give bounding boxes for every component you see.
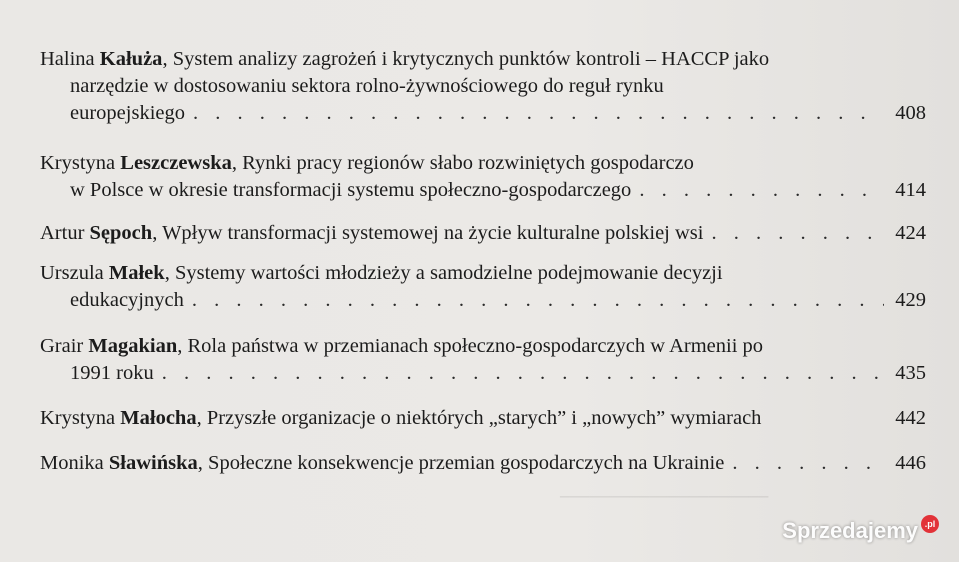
dot-leader bbox=[192, 287, 884, 314]
entry-title: , Przyszłe organizacje o niektórych „starych” i „nowych” wymiarach bbox=[196, 407, 762, 429]
author-first-name: Krystyna bbox=[40, 407, 116, 429]
entry-title: , Rynki pracy regionów słabo rozwiniętych gospodarczo bbox=[231, 152, 694, 174]
toc-entry-line bbox=[40, 220, 926, 247]
toc-entry-line bbox=[40, 150, 926, 177]
toc-entry-line bbox=[40, 450, 926, 477]
toc-entry-line bbox=[40, 177, 926, 204]
entry-title-continued: 1991 roku bbox=[70, 362, 154, 384]
author-surname: Sławińska bbox=[108, 452, 198, 474]
entry-title-continued: w Polsce w okresie transformacji systemu społeczno-gospodarczego bbox=[70, 179, 632, 201]
toc-entry-line bbox=[40, 405, 926, 432]
page-number: 429 bbox=[895, 289, 926, 311]
toc-entry bbox=[40, 150, 926, 204]
toc-entry-line bbox=[40, 260, 926, 287]
page-number: 424 bbox=[895, 222, 926, 244]
entry-title-continued: edukacyjnych bbox=[70, 289, 184, 311]
author-first-name: Artur bbox=[40, 222, 85, 244]
dot-leader bbox=[193, 100, 884, 127]
page-number: 446 bbox=[895, 452, 926, 474]
author-first-name: Krystyna bbox=[40, 152, 116, 174]
author-surname: Magakian bbox=[88, 335, 178, 357]
toc-entry bbox=[40, 46, 926, 127]
author-first-name: Grair bbox=[40, 335, 84, 357]
entry-title-continued: europejskiego bbox=[70, 102, 185, 124]
entry-title: , System analizy zagrożeń i krytycznych punktów kontroli – HACCP jako bbox=[162, 48, 770, 70]
toc-entry-line bbox=[40, 360, 926, 387]
dot-leader bbox=[639, 177, 884, 204]
toc-entry-line bbox=[40, 46, 926, 73]
author-surname: Kałuża bbox=[99, 48, 163, 70]
author-first-name: Halina bbox=[40, 48, 95, 70]
toc-entry-line bbox=[40, 333, 926, 360]
page-number: 435 bbox=[895, 362, 926, 384]
toc-entry bbox=[40, 220, 926, 247]
page-number: 442 bbox=[895, 407, 926, 429]
author-first-name: Monika bbox=[40, 452, 104, 474]
show-through-text: ───────────────────── bbox=[560, 490, 769, 505]
toc-entry bbox=[40, 450, 926, 477]
dot-leader bbox=[711, 220, 884, 247]
author-first-name: Urszula bbox=[40, 262, 104, 284]
watermark-text: Sprzedajemy bbox=[782, 518, 918, 543]
entry-title: , Wpływ transformacji systemowej na życie kulturalne polskiej wsi bbox=[152, 222, 704, 244]
entry-title-continued: narzędzie w dostosowaniu sektora rolno-żywnościowego do reguł rynku bbox=[70, 75, 664, 97]
author-surname: Sępoch bbox=[89, 222, 153, 244]
toc-entry bbox=[40, 405, 926, 432]
dot-leader bbox=[162, 360, 884, 387]
dot-leader bbox=[732, 450, 884, 477]
author-surname: Małocha bbox=[120, 407, 197, 429]
page-number: 414 bbox=[895, 179, 926, 201]
toc-entry-line bbox=[40, 73, 926, 100]
toc-entry-line bbox=[40, 287, 926, 314]
entry-title: , Systemy wartości młodzieży a samodzielne podejmowanie decyzji bbox=[164, 262, 723, 284]
watermark-badge: .pl bbox=[921, 515, 939, 533]
author-surname: Małek bbox=[108, 262, 165, 284]
toc-entry bbox=[40, 260, 926, 314]
site-watermark bbox=[782, 518, 939, 544]
entry-title: , Rola państwa w przemianach społeczno-gospodarczych w Armenii po bbox=[177, 335, 764, 357]
toc-entry-line bbox=[40, 100, 926, 127]
toc-entry bbox=[40, 333, 926, 387]
page-number: 408 bbox=[895, 102, 926, 124]
entry-title: , Społeczne konsekwencje przemian gospodarczych na Ukrainie bbox=[197, 452, 725, 474]
author-surname: Leszczewska bbox=[120, 152, 232, 174]
